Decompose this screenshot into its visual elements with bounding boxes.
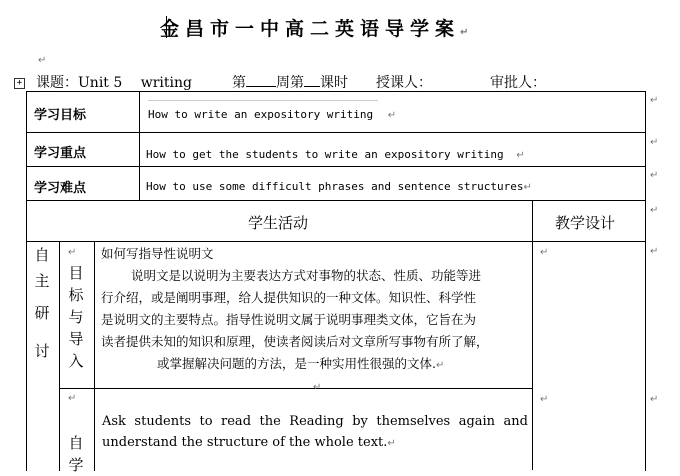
week-label: 周第 <box>276 75 304 91</box>
return-mark: ↵ <box>650 205 659 216</box>
intro-line: 或掌握解决问题的方法，是一种实用性很强的文体.↵ <box>157 356 445 371</box>
teacher-label: 授课人： <box>376 75 432 91</box>
teaching-design-header: 教学设计 <box>555 214 616 232</box>
return-mark: ↵ <box>650 170 659 181</box>
self-study-vertical-label: 自 主 研 讨 <box>34 246 50 360</box>
approver-label: 审批人： <box>490 75 546 91</box>
task-line: Ask students to read the Reading by themselves again and <box>102 414 528 429</box>
return-mark: ↵ <box>540 247 549 258</box>
document-title <box>160 14 474 41</box>
title-text: 金昌市一中高二英语导学案 <box>160 18 461 40</box>
return-mark: ↵ <box>460 27 475 38</box>
unit-text: Unit 5 <box>78 75 123 91</box>
goal-intro-vertical-label: 目 标 与 导 入 <box>68 264 84 370</box>
row-label-goal: 学习目标 <box>34 108 87 123</box>
row-label-focus: 学习重点 <box>34 146 87 161</box>
intro-line: 说明文是以说明为主要表达方式对事物的状态、性质、功能等进 <box>131 268 482 283</box>
return-mark: ↵ <box>68 247 77 258</box>
topic-text: writing <box>140 75 192 91</box>
intro-section <box>101 243 531 399</box>
week-prefix: 第 <box>232 75 246 91</box>
return-mark: ↵ <box>38 55 47 66</box>
return-mark: ↵ <box>650 137 659 148</box>
topic-label: 课题： <box>36 75 78 91</box>
self-learn-vertical-label: 自 学 <box>68 434 84 474</box>
intro-line: 是说明文的主要特点。指导性说明文属于说明事理类文体，它旨在为 <box>101 312 477 327</box>
row-content-difficulty: How to use some difficult phrases and sentence structures↵ <box>146 180 532 193</box>
student-activity-header: 学生活动 <box>248 214 309 232</box>
intro-line: 行介绍，或是阐明事理，给人提供知识的一种文体。知识性、科学性 <box>101 290 477 305</box>
return-mark: ↵ <box>68 393 77 404</box>
intro-line: 读者提供未知的知识和原理，使读者阅读后对文章所写事物有所了解， <box>101 334 489 349</box>
lesson-info-line <box>36 72 192 92</box>
row-content-goal: How to write an expository writing ↵ <box>148 108 397 121</box>
return-mark: ↵ <box>313 382 322 393</box>
period-label: 课时 <box>320 75 348 91</box>
return-mark: ↵ <box>650 95 659 106</box>
intro-heading: 如何写指导性说明文 <box>101 246 214 261</box>
task-section <box>102 411 528 454</box>
table-move-handle-icon[interactable]: + <box>14 78 25 89</box>
period-info <box>232 72 348 92</box>
return-mark: ↵ <box>650 246 659 257</box>
return-mark: ↵ <box>650 394 659 405</box>
task-line: understand the structure of the whole text.↵ <box>102 435 396 450</box>
row-content-focus: How to get the students to write an expository writing ↵ <box>146 148 525 161</box>
return-mark: ↵ <box>540 394 549 405</box>
row-label-difficulty: 学习难点 <box>34 181 87 196</box>
